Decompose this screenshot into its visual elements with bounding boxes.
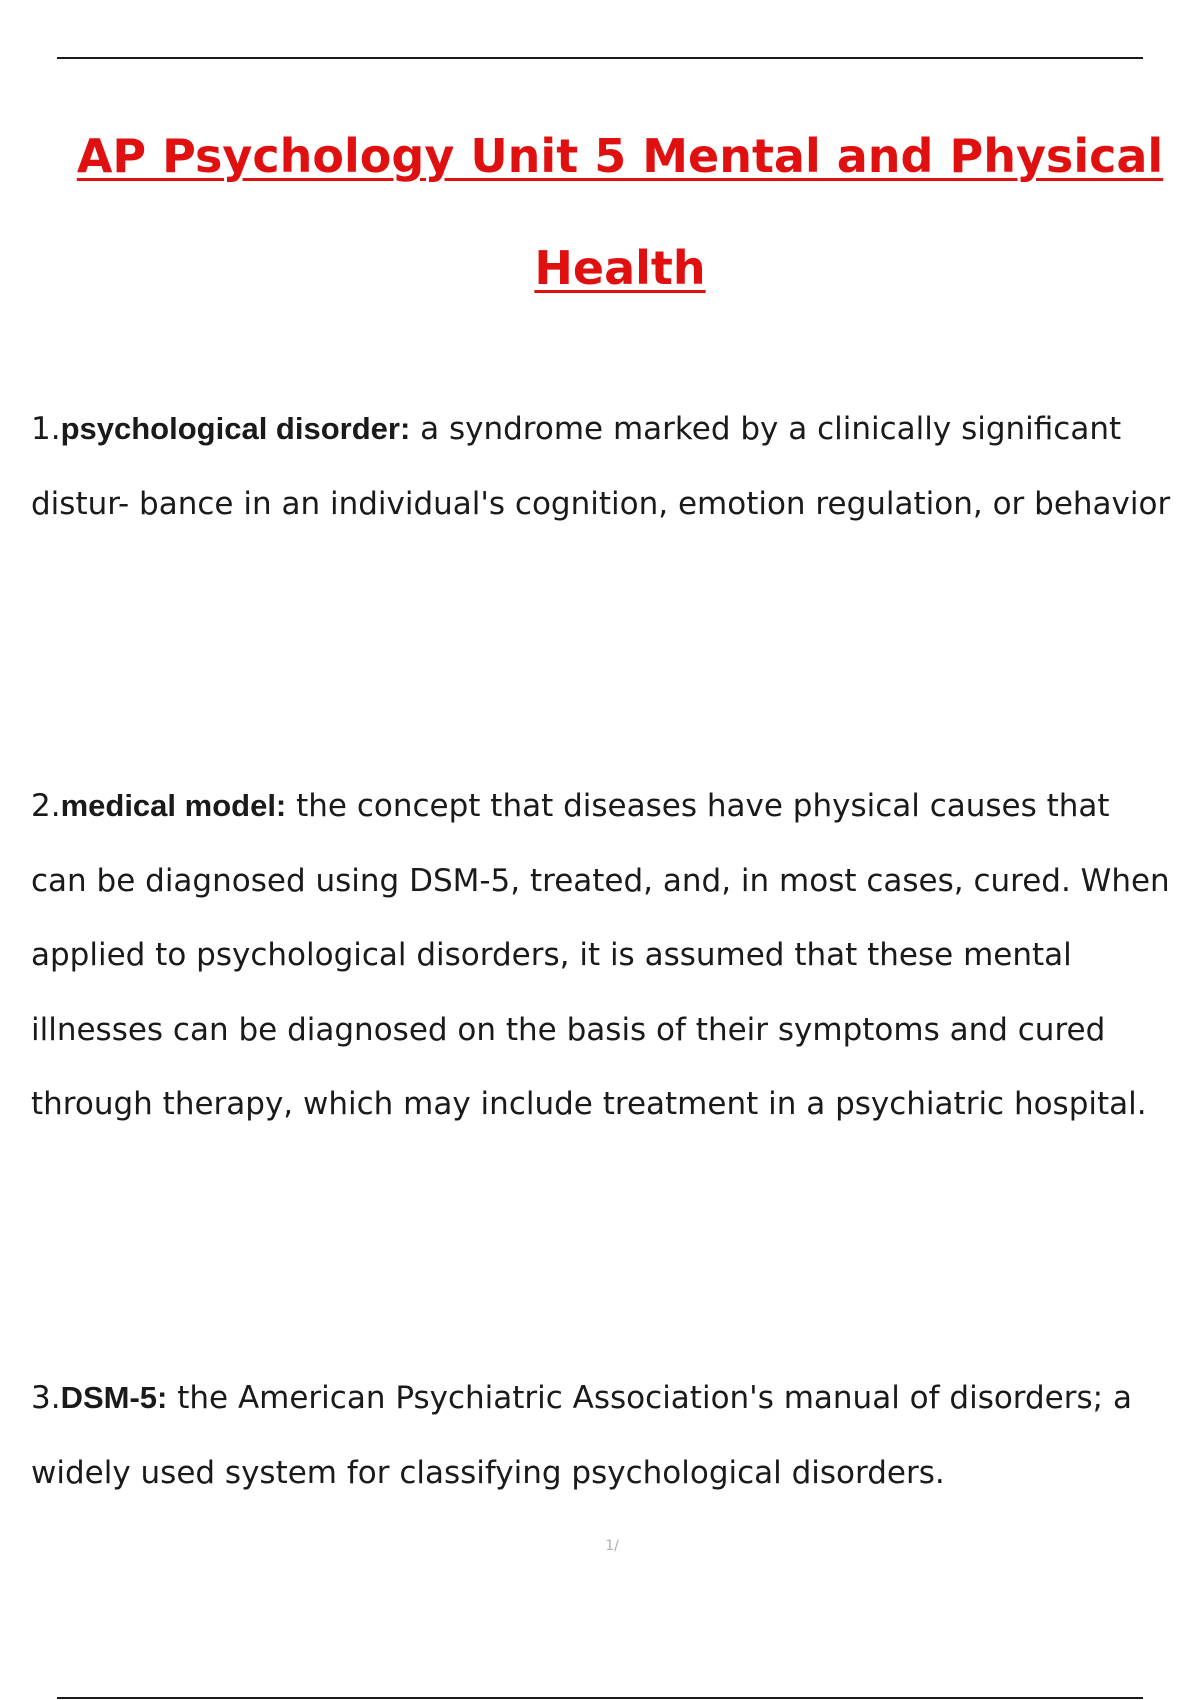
bottom-rule [57,1697,1143,1699]
entry-term: medical model: [60,788,287,823]
entry-number: 3. [31,1380,61,1416]
entry-definition: the concept that diseases have physical causes that can be diagnosed using DSM-5, treated, and, in most cases, cured. When applied to psychological disorders, it is assumed that these mental illnesses can be diagnosed on the basis of their symptoms and cured through therapy, which may include treatment in a psychiatric hospital. [31,788,1170,1122]
glossary-entry [31,392,1171,541]
top-rule [57,57,1143,59]
page-number: 1/ [605,1538,619,1554]
entry-number: 1. [31,411,61,447]
entry-number: 2. [31,788,61,824]
entry-term: psychological disorder: [60,411,411,446]
entry-definition: a syndrome marked by a clinically significant distur- bance in an individual's cognition, emotion regulation, or behavior [31,411,1171,522]
entry-definition: the American Psychiatric Association's manual of disorders; a widely used system for classifying psychological disorders. [31,1380,1132,1491]
document-title: AP Psychology Unit 5 Mental and Physical Health [76,129,1164,295]
entry-term: DSM-5: [60,1380,168,1415]
glossary-entry [31,769,1171,1142]
glossary-entry [31,1361,1171,1510]
